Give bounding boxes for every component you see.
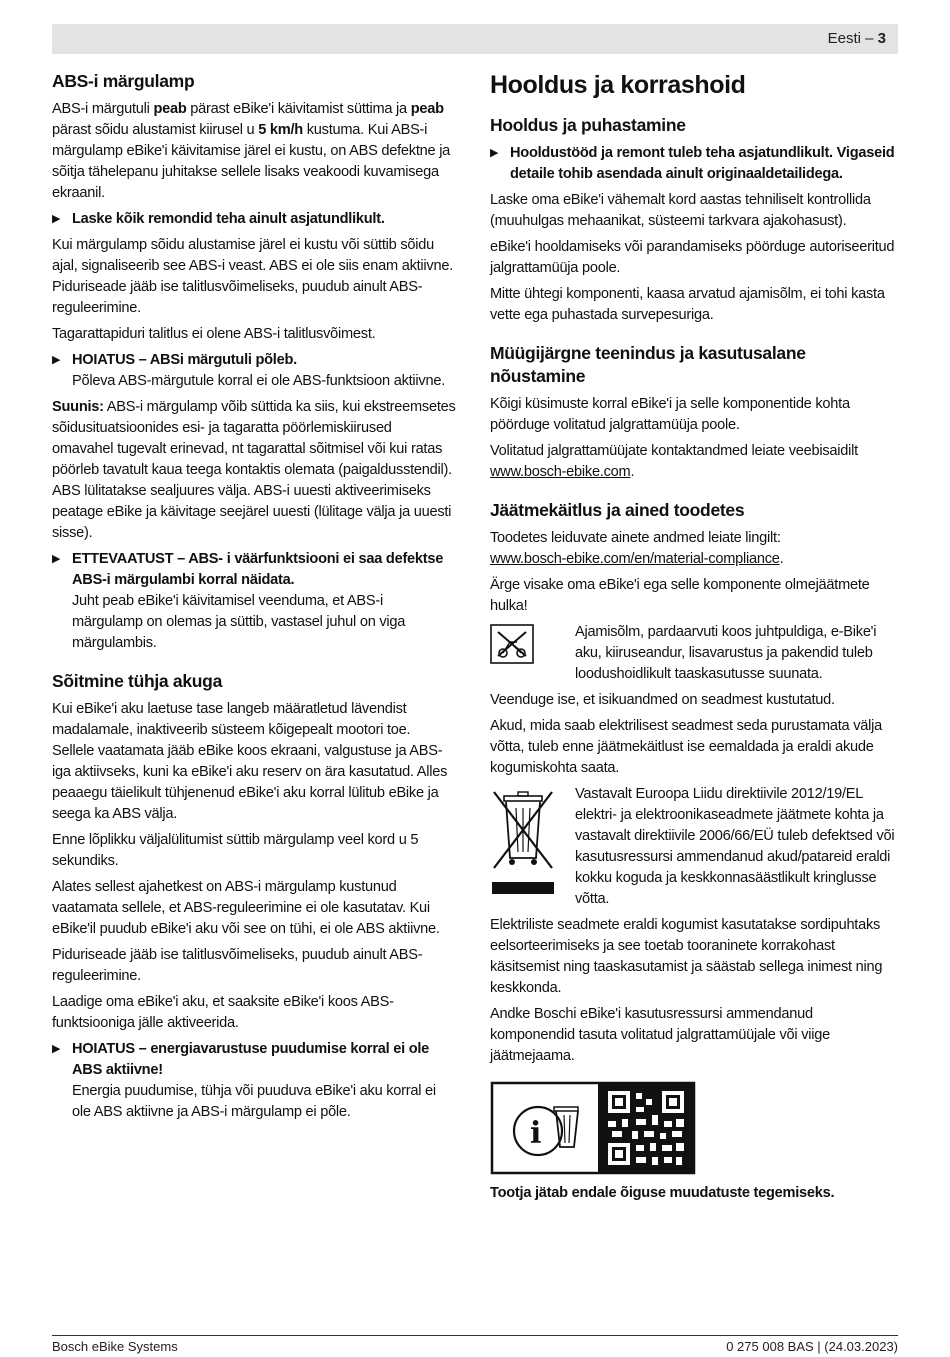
right-column — [490, 70, 898, 1209]
empty-battery-paragraph-2: Enne lõplikku väljalülitumist süttib märgulamp veel kord u 5 sekundiks. — [52, 832, 419, 869]
arrow-right-icon: ▶ — [52, 1043, 61, 1055]
empty-battery-paragraph-1: Kui eBike'i aku laetuse tase langeb määratletud lävendist madalamale, inaktiveerib süsteem kõigepealt mootori toe. Sellele vaatamata jääb eBike koos ekraani, valgustuse ja ABS-iga aktiivseks, kuni ka eBike'i aku reserv on ära kasutatud. Alles peaaegu täielikult tühjenenud eBike'i aku korral lülitub eBike ja seega ka ABS välja. — [52, 701, 448, 822]
arrow-right-icon: ▶ — [52, 354, 61, 366]
maintenance-paragraph-1: Laske oma eBike'i vähemalt kord aastas tehniliselt kontrollida (muuhulgas mehaanikat, süsteemi tarkvara ajakohasust). — [490, 192, 871, 229]
disposal-paragraph-2: Ärge visake oma eBike'i ega selle komponente olmejäätmete hulka! — [490, 577, 870, 614]
info-qr-panel — [490, 1081, 696, 1175]
disposal-paragraph-1: Toodetes leiduvate ainete andmed leiate lingilt: www.bosch-ebike.com/en/material-compliance. — [490, 530, 784, 567]
service-paragraph-2: Volitatud jalgrattamüüjate kontaktandmed leiate veebisaidilt www.bosch-ebike.com. — [490, 443, 858, 480]
no-household-waste-icon — [490, 622, 575, 669]
warning-abs-lamp-on: ▶ HOIATUS – ABSi märgutuli põleb. Põleva ABS-märgutule korral ei ole ABS-funktsioon aktiivne. — [52, 352, 445, 389]
service-heading: Müügijärgne teenindus ja kasutusalane nõustamine — [490, 343, 806, 386]
arrow-right-icon: ▶ — [52, 213, 61, 225]
page-number: 3 — [877, 30, 886, 47]
weee-icon-row — [490, 784, 898, 910]
service-paragraph-1: Kõigi küsimuste korral eBike'i ja selle komponentide kohta pöörduge volitatud jalgrattamüüja poole. — [490, 396, 850, 433]
footer-company: Bosch eBike Systems — [52, 1339, 178, 1354]
abs-lamp-paragraph-3: Tagarattapiduri talitlus ei olene ABS-i talitlusvõimest. — [52, 326, 376, 342]
disposal-paragraph-6: Andke Boschi eBike'i kasutusressursi ammendanud komponendid tasuta volitatud jalgrattamüüjale või viige jäätmejaama. — [490, 1006, 830, 1064]
abs-lamp-note: Suunis: ABS-i märgulamp võib süttida ka siis, kui ekstreemsetes sõidusituatsioonides esi- ja tagaratta pöörlemiskiirused omavahel tugevalt erinevad, nt tagarattal sõitmisel või kui ratas pöörleb tavatult kaua teega kontaktis olemata (paigaldusstendil). ABS lülitatakse sealjuures välja. ABS-i uuesti aktiveerimiseks peatage eBike ja käivitage seejärel uuesti (lülitage välja ja uuesti sisse). — [52, 399, 456, 541]
disposal-heading: Jäätmekäitlus ja ained toodetes — [490, 500, 745, 520]
empty-battery-paragraph-3: Alates sellest ajahetkest on ABS-i märgulamp kustunud vaatamata sellele, et ABS-reguleerimine ei ole kasutatav. Kui eBike'il puudub eBike'i aku või see on tühi, ei ole ABS aktiivne. — [52, 879, 440, 937]
svg-text:i: i — [530, 1116, 542, 1151]
warning-abs-malfunction: ▶ ETTEVAATUST – ABS- i väärfunktsiooni ei saa defektse ABS-i märgulambi korral näidata. Juht peab eBike'i käivitamisel veenduma, et ABS-i märgulamp on olemas ja süttib, vastasel juhul on viga märgulambis. — [52, 551, 444, 651]
footer-divider — [52, 1335, 898, 1336]
disposal-paragraph-5: Elektriliste seadmete eraldi kogumist kasutatakse sordipuhtaks eelsorteerimiseks ja see toetab tooraninete korrakohast käsitsemist ning taaskasutamist ja säästab sellega inimest ning keskkonda. — [490, 917, 883, 996]
disposal-paragraph-4: Akud, mida saab elektrilisest seadmest seda purustamata välja võtta, tuleb enne jäätmekäitlust ise eemaldada ja eraldi akude kogumiskohta saata. — [490, 718, 882, 776]
language-label: Eesti — [827, 30, 861, 47]
material-compliance-link[interactable]: www.bosch-ebike.com/en/material-compliance — [490, 551, 780, 567]
left-column — [52, 70, 456, 1128]
abs-lamp-paragraph-2: Kui märgulamp sõidu alustamise järel ei kustu või süttib sõidu ajal, signaliseerib see ABS-i veast. ABS ei ole siis enam aktiivne. Piduriseade jääb ise talitlusvõimeliseks, puudub ainult ABS-reguleerimine. — [52, 237, 454, 316]
crossed-bin-icon — [490, 784, 575, 903]
arrow-right-icon: ▶ — [52, 553, 61, 565]
maintenance-paragraph-3: Mitte ühtegi komponenti, kaasa arvatud ajamisõlm, ei tohi kasta vette ega puhastada survepesuriga. — [490, 286, 885, 323]
empty-battery-paragraph-4: Piduriseade jääb ise talitlusvõimeliseks, puudub ainult ABS-reguleerimine. — [52, 947, 423, 984]
maintenance-title: Hooldus ja korrashoid — [490, 71, 746, 99]
manufacturer-note: Tootja jätab endale õiguse muudatuste tegemiseks. — [490, 1185, 835, 1201]
warning-maintenance: ▶ Hooldustööd ja remont tuleb teha asjatundlikult. Vigaseid detaile tohib asendada ainult originaaldetailidega. — [490, 145, 895, 182]
bosch-ebike-link[interactable]: www.bosch-ebike.com — [490, 464, 631, 480]
recycling-icon-row — [490, 622, 898, 685]
abs-lamp-paragraph-1: ABS-i märgutuli peab pärast eBike'i käivitamist süttima ja peab pärast sõidu alustamist kiirusel u 5 km/h kustuma. Kui ABS-i märgulamp eBike'i käivitamise järel ei kustu, on ABS defektne ja sõitja tähelepanu juhitakse sellele lisaks veakoodi kuvamisega ekraanil. — [52, 101, 451, 201]
maintenance-paragraph-2: eBike'i hooldamiseks või parandamiseks pöörduge autoriseeritud jalgrattamüüja poole. — [490, 239, 895, 276]
header-bar — [52, 24, 898, 54]
disposal-paragraph-3: Veenduge ise, et isikuandmed on seadmest kustutatud. — [490, 692, 835, 708]
arrow-right-icon: ▶ — [490, 147, 499, 159]
maintenance-heading: Hooldus ja puhastamine — [490, 115, 686, 135]
empty-battery-heading: Sõitmine tühja akuga — [52, 671, 222, 691]
recycling-text: Ajamisõlm, pardaarvuti koos juhtpuldiga, e-Bike'i aku, kiiruseandur, lisavarustus ja pakendid tuleb loodushoidlikult taaskasutusse suunata. — [575, 624, 877, 682]
weee-text: Vastavalt Euroopa Liidu direktiivile 2012/19/EL elektri- ja elektroonikaseadmete jäätmete kohta ja vastavalt direktiivile 2006/66/EÜ tuleb defektsed või kasutusressursi ammendanud akud/patareid eraldi kokku koguda ja keskkonnasäästlikult kringlusse võtta. — [575, 786, 895, 907]
empty-battery-paragraph-5: Laadige oma eBike'i aku, et saaksite eBike'i koos ABS-funktsiooniga jälle aktiveerida. — [52, 994, 394, 1031]
footer-doc-id: 0 275 008 BAS | (24.03.2023) — [726, 1339, 898, 1354]
warning-no-energy: ▶ HOIATUS – energiavarustuse puudumise korral ei ole ABS aktiivne! Energia puudumise, tühja või puuduva eBike'i aku korral ei ole ABS aktiivne ja ABS-i märgulamp ei põle. — [52, 1041, 436, 1120]
abs-lamp-heading: ABS-i märgulamp — [52, 71, 195, 91]
page-separator: – — [860, 30, 878, 47]
page-label — [828, 30, 886, 47]
warning-repairs: ▶ Laske kõik remondid teha ainult asjatundlikult. — [52, 209, 456, 230]
